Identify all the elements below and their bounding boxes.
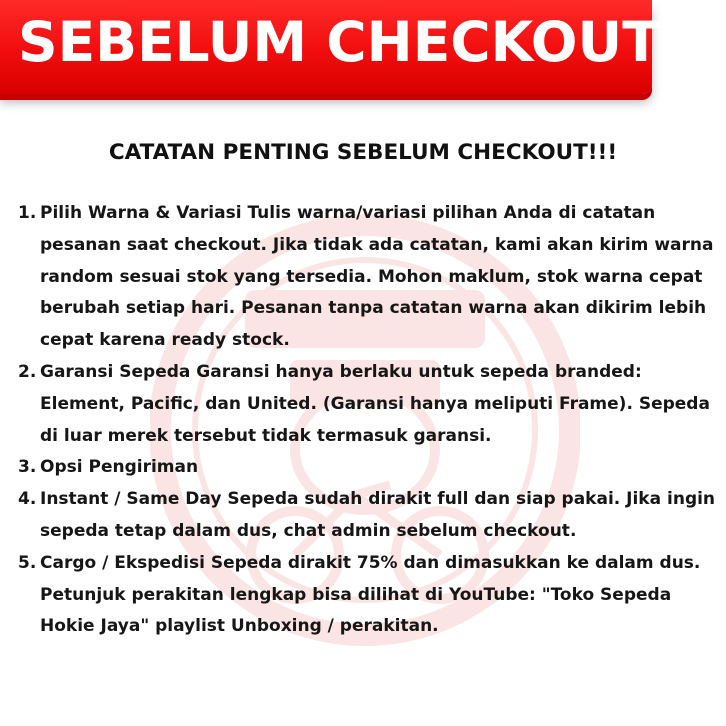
note-number: 4. <box>18 489 37 510</box>
header-banner <box>0 0 660 94</box>
notes-list <box>18 198 724 643</box>
note-number: 2. <box>18 361 37 382</box>
note-number: 3. <box>18 457 37 478</box>
note-text: Opsi Pengiriman <box>40 457 199 478</box>
note-item <box>18 198 724 357</box>
note-item <box>18 452 724 484</box>
page-heading: CATATAN PENTING SEBELUM CHECKOUT!!! <box>108 140 618 165</box>
note-item <box>18 357 724 452</box>
note-text: Instant / Same Day Sepeda sudah dirakit full dan siap pakai. Jika ingin sepeda tetap dalam dus, chat admin sebelum checkout. <box>40 489 716 541</box>
note-number: 5. <box>18 552 37 573</box>
note-text: Pilih Warna & Variasi Tulis warna/variasi pilihan Anda di catatan pesanan saat checkout. Jika tidak ada catatan, kami akan kirim warna random sesuai stok yang tersedia. Mohon maklum, stok warna cepat berubah setiap hari. Pesanan tanpa catatan warna akan dikirim lebih cepat karena ready stock. <box>40 203 714 351</box>
note-text: Cargo / Ekspedisi Sepeda dirakit 75% dan dimasukkan ke dalam dus. Petunjuk perakitan lengkap bisa dilihat di YouTube: "Toko Sepeda Hokie Jaya" playlist Unboxing / perakitan. <box>40 552 701 637</box>
note-text: Garansi Sepeda Garansi hanya berlaku untuk sepeda branded: Element, Pacific, dan United. (Garansi hanya meliputi Frame). Sepeda di luar merek tersebut tidak termasuk garansi. <box>40 361 710 446</box>
banner-title: SEBELUM CHECKOUT <box>18 10 660 74</box>
note-item <box>18 548 724 643</box>
note-number: 1. <box>18 203 37 223</box>
note-item <box>18 484 724 548</box>
